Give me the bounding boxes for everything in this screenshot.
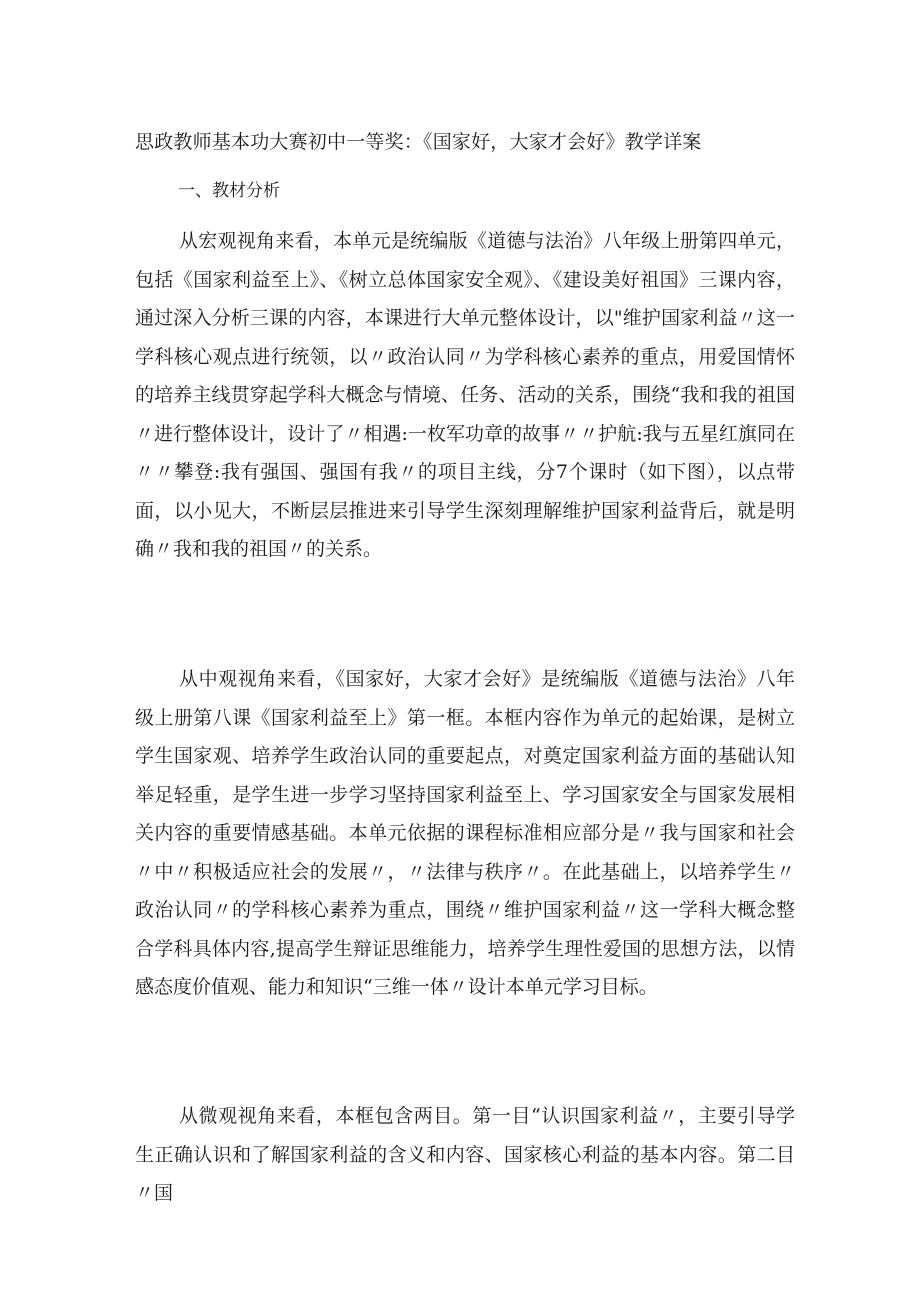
paragraph-meso-view: 从中观视角来看，《国家好，大家才会好》是统编版《道德与法治》八年级上册第八课《国家利益至上》第一框。本框内容作为单元的起始课，是树立学生国家观、培养学生政治认同的重要起点，对奠定国家利益方面的基础认知举足轻重，是学生进一步学习坚持国家利益至上、学习国家安全与国家发展相关内容的重要情感基础。本单元依据的课程标准相应部分是〃我与国家和社会〃中〃积极适应社会的发展〃，〃法律与秩序〃。在此基础上，以培养学生〃政治认同〃的学科核心素养为重点，围绕〃维护国家利益〃这一学科大概念整合学科具体内容,提高学生辩证思维能力，培养学生理性爱国的思想方法，以情感态度价值观、能力和知识“三维一体〃设计本单元学习目标。 xyxy=(135,668,795,998)
paragraph-micro-view: 从微观视角来看，本框包含两目。第一目“认识国家利益〃，主要引导学生正确认识和了解国家利益的含义和内容、国家核心利益的基本内容。第二目〃国 xyxy=(135,1105,795,1204)
document-title: 思政教师基本功大赛初中一等奖：《国家好，大家才会好》教学详案 xyxy=(135,131,702,153)
paragraph-macro-view: 从宏观视角来看，本单元是统编版《道德与法治》八年级上册第四单元，包括《国家利益至上》、《树立总体国家安全观》、《建设美好祖国》三课内容，通过深入分析三课的内容，本课进行大单元整体设计，以"维护国家利益〃这一学科核心观点进行统领，以〃政治认同〃为学科核心素养的重点，用爱国情怀的培养主线贯穿起学科大概念与情境、任务、活动的关系，围绕“我和我的祖国〃进行整体设计，设计了〃相遇:一枚军功章的故事〃〃护航:我与五星红旗同在〃〃攀登:我有强国、强国有我〃的项目主线，分7个课时（如下图），以点带面，以小见大，不断层层推进来引导学生深刻理解维护国家利益背后，就是明确〃我和我的祖国〃的关系。 xyxy=(135,230,795,560)
section-heading: 一、教材分析 xyxy=(178,181,280,201)
